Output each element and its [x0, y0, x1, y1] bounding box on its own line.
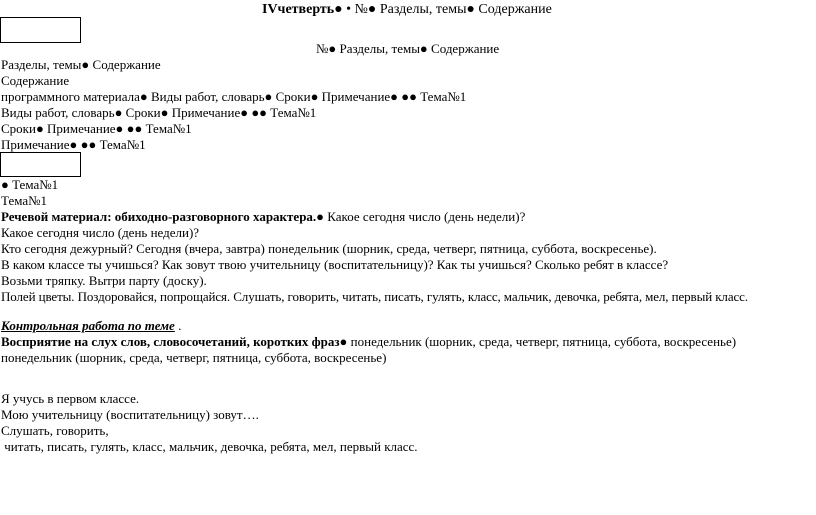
text-line: ● Тема№1 [1, 177, 59, 192]
text-line: Тема№1 [1, 193, 48, 208]
text-line: Какое сегодня число (день недели)? [1, 225, 200, 240]
text-line: Виды работ, словарь● Сроки● Примечание● ●● Тема№1 [1, 105, 317, 120]
subheader: №● Разделы, темы● Содержание [316, 41, 500, 56]
speech-material-label: Речевой материал: обиходно-разговорного характера.● [1, 209, 325, 224]
quarter-title: IVчетверть [262, 2, 335, 17]
header-rest: ● • №● Разделы, темы● Содержание [334, 2, 552, 17]
control-work-label: Контрольная работа по теме [1, 318, 175, 333]
speech-material-line [1, 209, 525, 225]
text-line: Разделы, темы● Содержание [1, 57, 161, 72]
text-line: программного материала● Виды работ, словарь● Сроки● Примечание● ●● Тема№1 [1, 89, 467, 104]
perception-text: понедельник (шорник, среда, четверг, пятница, суббота, воскресенье) [347, 334, 737, 349]
text-line: Возьми тряпку. Вытри парту (доску). [1, 273, 207, 288]
page-title [262, 2, 552, 18]
text-line: Примечание● ●● Тема№1 [1, 137, 146, 152]
text-line: Я учусь в первом классе. [1, 391, 140, 406]
text-line: Содержание [1, 73, 70, 88]
perception-line [1, 334, 736, 350]
control-work-line [1, 318, 181, 334]
text-line: Мою учительницу (воспитательницу) зовут…. [1, 407, 259, 422]
empty-box-top [0, 17, 81, 43]
text-line: Полей цветы. Поздоровайся, попрощайся. Слушать, говорить, читать, писать, гулять, класс, мальчик, девочка, ребята, мел, первый класс. [1, 289, 748, 304]
text-line: Слушать, говорить, [1, 423, 109, 438]
text-line: читать, писать, гулять, класс, мальчик, девочка, ребята, мел, первый класс. [1, 439, 418, 454]
text-line: В каком классе ты учишься? Как зовут твою учительницу (воспитательницу)? Как ты учишься? Сколько ребят в классе? [1, 257, 669, 272]
empty-box-middle [0, 152, 81, 177]
speech-material-text: Какое сегодня число (день недели)? [324, 209, 526, 224]
text-line: Кто сегодня дежурный? Сегодня (вчера, завтра) понедельник (шорник, среда, четверг, пятница, суббота, воскресенье). [1, 241, 657, 256]
control-work-suffix: . [174, 318, 182, 333]
text-line: Сроки● Примечание● ●● Тема№1 [1, 121, 192, 136]
text-line: понедельник (шорник, среда, четверг, пятница, суббота, воскресенье) [1, 350, 387, 365]
perception-label: Восприятие на слух слов, словосочетаний, коротких фраз● [1, 334, 348, 349]
